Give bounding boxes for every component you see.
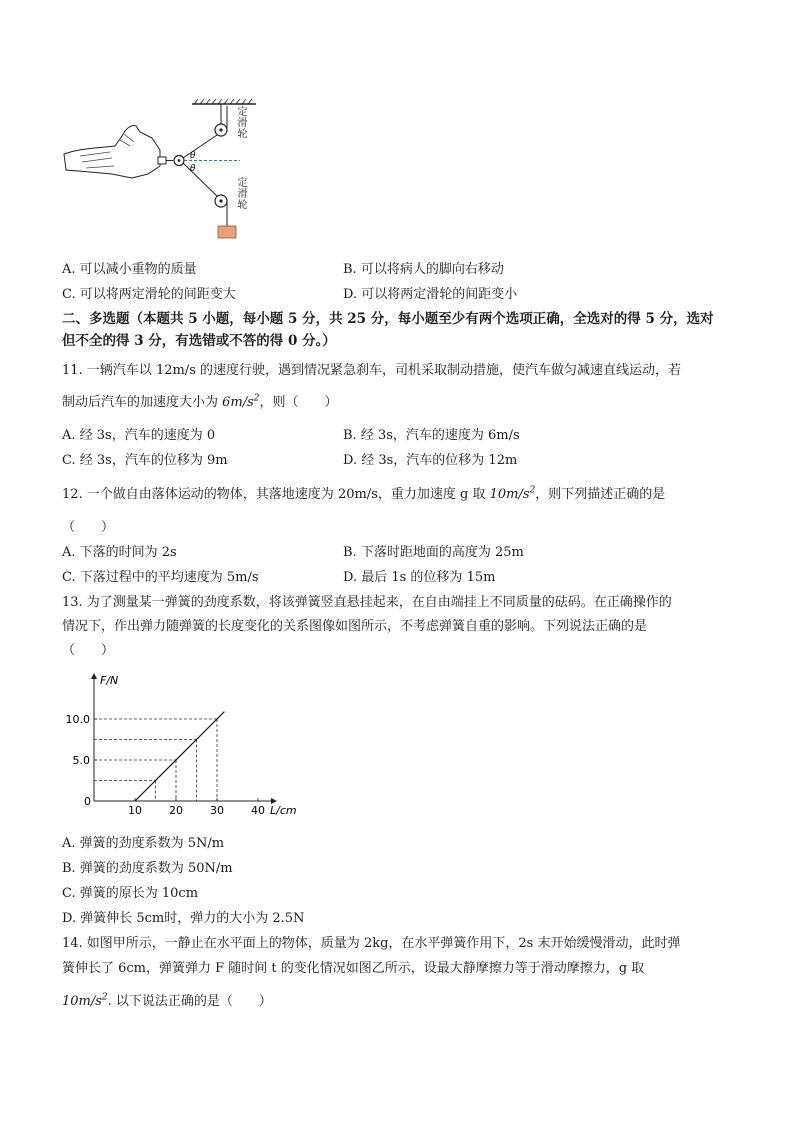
q13-option-b[interactable]: B. 弹簧的劲度系数为 50N/m	[62, 861, 233, 876]
q14-stem-line3: $10m/s^2$. 以下说法正确的是（ ）	[62, 992, 272, 1009]
q13-stem-line2: 情况下，作出弹力随弹簧的长度变化的关系图像如图所示，不考虑弹簧自重的影响。下列说法正确的是	[62, 619, 648, 634]
x-tick-20: 20	[169, 804, 183, 817]
q12-g: 10m/s	[489, 487, 530, 502]
q11-stem-post: ，则（ ）	[259, 395, 338, 410]
q11-option-d[interactable]: D. 经 3s，汽车的位移为 12m	[343, 453, 518, 468]
q12-stem-post: ，则下列描述正确的是	[535, 487, 666, 502]
q14-stem-post: . 以下说法正确的是（ ）	[107, 994, 272, 1009]
q11-stem-pre: 制动后汽车的加速度大小为	[62, 395, 223, 410]
y-axis-label: F/N	[100, 674, 119, 687]
q12-paren: （ ）	[62, 520, 115, 535]
q11-accel: 6m/s	[222, 395, 254, 410]
x-axis-label: L/cm	[270, 804, 297, 817]
y-tick-10.0: 10.0	[65, 713, 90, 726]
series-line-f-l	[135, 712, 224, 801]
q12-option-c[interactable]: C. 下落过程中的平均速度为 5m/s	[62, 570, 259, 585]
q10-option-a[interactable]: A. 可以减小重物的质量	[62, 262, 197, 277]
q13-option-d[interactable]: D. 弹簧伸长 5cm时，弹力的大小为 2.5N	[62, 911, 305, 926]
x-tick-30: 30	[210, 804, 224, 817]
pulley-label-bottom: 定滑轮	[235, 177, 246, 210]
q11-stem-line1: 11. 一辆汽车以 12m/s 的速度行驶，遇到情况紧急刹车，司机采取制动措施，使汽车做匀减速直线运动，若	[62, 363, 681, 378]
q11-option-c[interactable]: C. 经 3s，汽车的位移为 9m	[62, 453, 228, 468]
q13-paren: （ ）	[62, 643, 115, 658]
q12-option-b[interactable]: B. 下落时距地面的高度为 25m	[343, 545, 524, 560]
x-tick-40: 40	[251, 804, 265, 817]
origin-label: 0	[84, 795, 91, 808]
section-heading-multiple-choice: 二、多选题（本题共 5 小题，每小题 5 分，共 25 分，每小题至少有两个选项正确，全选对的得 5 分，选对但不全的得 3 分，有选错或不答的得 0 分。）	[62, 311, 714, 349]
q12-stem-line1: 12. 一个做自由落体运动的物体，其落地速度为 20m/s，重力加速度 g 取 $10m/s^2$，则下列描述正确的是	[62, 485, 666, 502]
q12-option-d[interactable]: D. 最后 1s 的位移为 15m	[343, 570, 496, 585]
y-tick-5.0: 5.0	[72, 754, 90, 767]
theta-lower: θ	[190, 164, 196, 174]
q14-stem-line1: 14. 如图甲所示，一静止在水平面上的物体，质量为 2kg，在水平弹簧作用下，2s 末开始缓慢滑动，此时弹	[62, 936, 681, 951]
q14-stem-line2: 簧伸长了 6cm，弹簧弹力 F 随时间 t 的变化情况如图乙所示，设最大静摩擦力等于滑动摩擦力，g 取	[62, 961, 645, 976]
q10-option-d[interactable]: D. 可以将两定滑轮的间距变小	[343, 287, 518, 302]
q13-option-a[interactable]: A. 弹簧的劲度系数为 5N/m	[62, 836, 225, 851]
q11-option-b[interactable]: B. 经 3s，汽车的速度为 6m/s	[343, 428, 520, 443]
q10-option-c[interactable]: C. 可以将两定滑轮的间距变大	[62, 287, 236, 302]
x-tick-10: 10	[128, 804, 142, 817]
theta-upper: θ	[190, 151, 196, 161]
q13-stem-line1: 13. 为了测量某一弹簧的劲度系数，将该弹簧竖直悬挂起来，在自由端挂上不同质量的砝码。在正确操作的	[62, 595, 672, 610]
q13-option-c[interactable]: C. 弹簧的原长为 10cm	[62, 886, 199, 901]
weight-block	[218, 226, 236, 238]
spring-force-length-chart	[58, 668, 308, 820]
q12-option-a[interactable]: A. 下落的时间为 2s	[62, 545, 177, 560]
q11-option-a[interactable]: A. 经 3s，汽车的速度为 0	[62, 428, 216, 443]
pulley-label-top: 定滑轮	[235, 106, 246, 139]
q12-stem-pre: 12. 一个做自由落体运动的物体，其落地速度为 20m/s，重力加速度 g 取	[62, 487, 490, 502]
q11-stem-line2: 制动后汽车的加速度大小为 $6m/s^2$，则（ ）	[62, 393, 338, 410]
q10-option-b[interactable]: B. 可以将病人的脚向右移动	[343, 262, 504, 277]
q14-g: 10m/s	[62, 994, 102, 1009]
